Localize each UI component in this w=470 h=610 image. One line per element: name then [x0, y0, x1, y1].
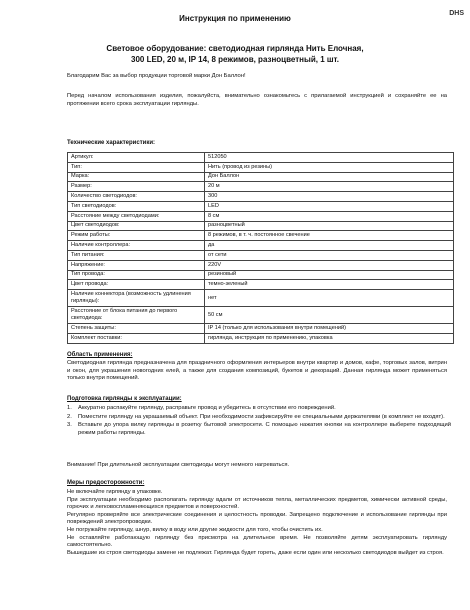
- spec-value: IP 14 (только для использования внутри помещений): [205, 324, 454, 334]
- spec-value: темно-зеленый: [205, 280, 454, 290]
- spec-value: 512050: [205, 153, 454, 163]
- safety-item: Регулярно проверяйте все электрические соединения и целостность проводки. Запрещено подключение и использование гирлянды при повреждений электропроводки.: [67, 511, 447, 526]
- safety-list: [67, 489, 447, 557]
- spec-key: Количество светодиодов:: [68, 192, 205, 202]
- spec-value: резиновый: [205, 270, 454, 280]
- safety-item: Не включайте гирлянду в упаковке.: [67, 489, 163, 495]
- spec-key: Расстояние от блока питания до первого светодиода:: [68, 307, 205, 324]
- intro-warning: Перед началом использования изделия, пожалуйста, внимательно ознакомьтесь с прилагаемой инструкцией и сохраняйте ее на протяжении всего срока эксплуатации гирлянды.: [67, 93, 447, 107]
- spec-value: Дон Баллон: [205, 172, 454, 182]
- specs-row: [68, 241, 454, 251]
- step-number: 1.: [67, 405, 72, 411]
- specs-row: [68, 211, 454, 221]
- spec-key: Напряжение:: [68, 260, 205, 270]
- safety-item: Не оставляйте работающую гирлянду без присмотра на длительное время. Не позволяйте детям эксплуатировать гирлянду самостоятельно.: [67, 534, 447, 549]
- specs-row: [68, 260, 454, 270]
- specs-heading: Технические характеристики:: [67, 140, 156, 146]
- spec-value: 8 режимов, в т. ч. постоянное свечение: [205, 231, 454, 241]
- spec-value: Нить (провод из резины): [205, 162, 454, 172]
- specs-row: [68, 221, 454, 231]
- spec-key: Степень защиты:: [68, 324, 205, 334]
- specs-row: [68, 182, 454, 192]
- heating-note: Внимание! При длительной эксплуатации светодиоды могут немного нагреваться.: [67, 462, 290, 468]
- specs-row: [68, 172, 454, 182]
- preparation-steps: [67, 405, 451, 437]
- specs-row: [68, 333, 454, 343]
- specs-row: [68, 290, 454, 307]
- brand-logo: DHS: [449, 10, 464, 17]
- spec-key: Наличие коннектора (возможность удлинения гирлянды):: [68, 290, 205, 307]
- specs-row: [68, 153, 454, 163]
- specs-row: [68, 201, 454, 211]
- intro-thanks: Благодарим Вас за выбор продукции торговой марки Дон Баллон!: [67, 73, 246, 79]
- spec-value: 20 м: [205, 182, 454, 192]
- safety-item: Не погружайте гирлянду, шнур, вилку в воду или другие жидкости для того, чтобы очистить их.: [67, 526, 323, 533]
- spec-key: Комплект поставки:: [68, 333, 205, 343]
- specs-row: [68, 324, 454, 334]
- preparation-step: [67, 414, 451, 422]
- spec-value: 50 см: [205, 307, 454, 324]
- safety-heading: Меры предосторожности:: [67, 480, 145, 486]
- spec-value: 220V: [205, 260, 454, 270]
- preparation-step: [67, 405, 451, 413]
- spec-key: Режим работы:: [68, 231, 205, 241]
- spec-key: Цвет светодиодов:: [68, 221, 205, 231]
- specs-row: [68, 231, 454, 241]
- spec-key: Артикул:: [68, 153, 205, 163]
- spec-key: Расстояние между светодиодами:: [68, 211, 205, 221]
- spec-key: Цвет провода:: [68, 280, 205, 290]
- spec-value: да: [205, 241, 454, 251]
- spec-key: Тип:: [68, 162, 205, 172]
- spec-value: LED: [205, 201, 454, 211]
- specs-row: [68, 270, 454, 280]
- product-title-line-2: 300 LED, 20 м, IP 14, 8 режимов, разноцветный, 1 шт.: [131, 55, 339, 64]
- spec-value: от сети: [205, 250, 454, 260]
- specs-table: [67, 152, 454, 344]
- step-text: Поместите гирлянду на украшаемый объект. При необходимости зафиксируйте ее специальными держателями (в комплект не входят).: [78, 413, 445, 420]
- spec-value: нет: [205, 290, 454, 307]
- specs-row: [68, 192, 454, 202]
- specs-row: [68, 162, 454, 172]
- specs-row: [68, 307, 454, 324]
- spec-value: разноцветный: [205, 221, 454, 231]
- safety-item: При эксплуатации необходимо располагать гирлянду вдали от источников тепла, металлических предметов, химически активной среды, горючих и легковоспламеняющихся предметов и поверхностей.: [67, 496, 447, 511]
- product-title-line-1: Световое оборудование: светодиодная гирлянда Нить Елочная,: [106, 44, 364, 53]
- application-heading: Область применения:: [67, 352, 133, 358]
- page-title: Инструкция по применению: [179, 14, 291, 23]
- spec-key: Наличие контроллера:: [68, 241, 205, 251]
- specs-row: [68, 250, 454, 260]
- preparation-step: [67, 422, 451, 437]
- safety-item: Вышедшие из строя светодиоды замене не подлежат. Гирлянда будет гореть, даже если один или несколько светодиодов выйдет из строя.: [67, 549, 444, 556]
- product-title: [30, 43, 440, 65]
- step-text: Аккуратно распакуйте гирлянду, расправьте провод и убедитесь в отсутствии его повреждений.: [78, 405, 336, 411]
- preparation-heading: Подготовка гирлянды к эксплуатации:: [67, 396, 182, 402]
- step-number: 2.: [67, 413, 72, 420]
- spec-value: 300: [205, 192, 454, 202]
- application-text: Светодиодная гирлянда предназначена для праздничного оформления интерьеров внутри квартир и домов, кафе, торговых залов, витрин и окон, для украшения новогодних елей, а также для создания композиций, букетов и декораций. Данная гирлянда может применяться только внутри помещений.: [67, 360, 447, 382]
- spec-key: Тип провода:: [68, 270, 205, 280]
- spec-value: 8 см: [205, 211, 454, 221]
- spec-key: Размер:: [68, 182, 205, 192]
- spec-value: гирлянда, инструкция по применению, упаковка: [205, 333, 454, 343]
- specs-row: [68, 280, 454, 290]
- step-number: 3.: [67, 422, 72, 429]
- spec-key: Тип светодиодов:: [68, 201, 205, 211]
- step-text: Вставьте до упора вилку гирлянды в розетку бытовой электросети. С помощью нажатия кнопки на контроллере выберете подходящий режим работы гирлянды.: [78, 422, 451, 436]
- spec-key: Тип питания:: [68, 250, 205, 260]
- spec-key: Марка:: [68, 172, 205, 182]
